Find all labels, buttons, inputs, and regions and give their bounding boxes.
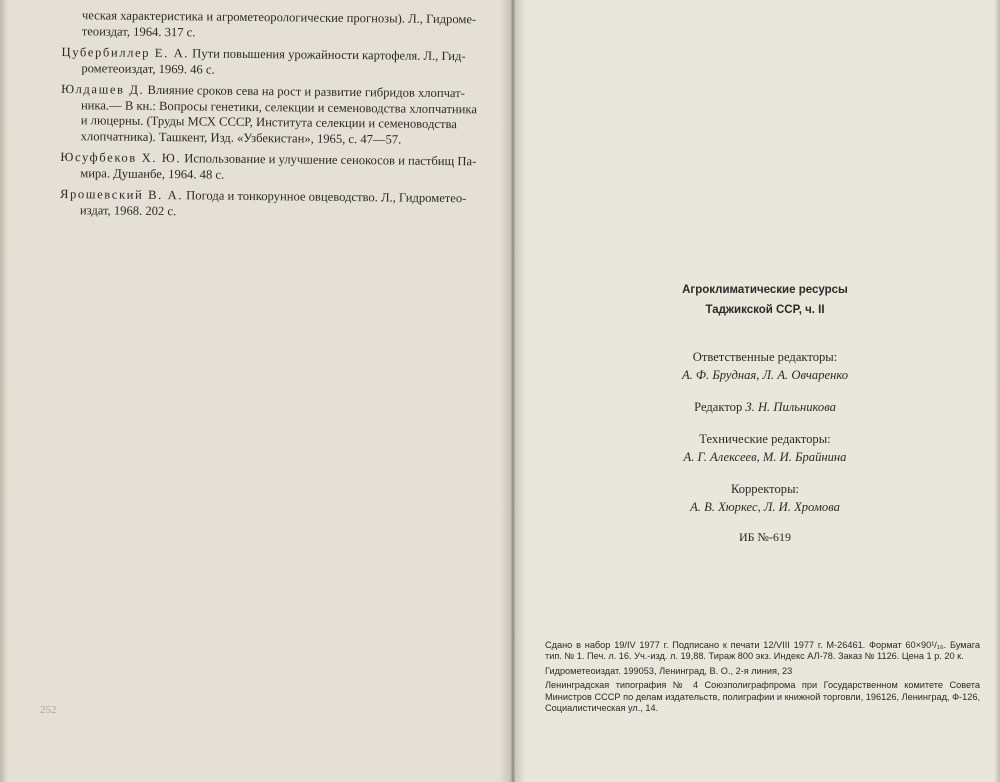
entry-text: Влияние сроков сева на рост и развитие гибридов хлопчат-ника.— В кн.: Вопросы генетики, селекции и семеноводства хлопчатника и люцерны. (Труды МСХ СССР, Института селекции и семеноводства хлопчатника). Ташкент, Изд. «Узбекистан», 1965, с. 47—57. <box>80 82 478 147</box>
colophon-print-details: Сдано в набор 19/IV 1977 г. Подписано к печати 12/VIII 1977 г. М-26461. Формат 60×90¹/₁₆. Бумага тип. № 1. Печ. л. 16. Уч.-изд. л. 19,88. Тираж 800 экз. Индекс АЛ-78. Заказ № 1126. Цена 1 р. 20 к. <box>545 640 980 662</box>
bibliography-list <box>60 8 482 228</box>
colophon <box>545 640 980 717</box>
page-number: 252 <box>40 704 57 716</box>
editor-line <box>530 398 1000 416</box>
book-gutter <box>500 0 526 782</box>
proofreaders-names: А. В. Хюркес, Л. И. Хромова <box>690 500 840 514</box>
bibliography-entry <box>61 82 482 148</box>
colophon-publisher: Гидрометеоиздат. 199053, Ленинград, В. О., 2-я линия, 23 <box>545 665 793 676</box>
responsible-editors-names: А. Ф. Брудная, Л. А. Овчаренко <box>681 368 849 382</box>
entry-text: Использование и улучшение сенокосов и пастбищ Па-мира. Душанбе, 1964. 48 с. <box>80 151 477 182</box>
bibliography-entry <box>60 187 480 222</box>
entry-author: Цубербиллер Е. А. <box>61 44 190 61</box>
bibliography-entry <box>61 45 481 80</box>
responsible-editors-label: Ответственные редакторы: <box>692 350 838 364</box>
left-page-edge <box>0 0 8 782</box>
editor-name: З. Н. Пильникова <box>745 400 836 414</box>
editor-label: Редактор <box>694 400 743 414</box>
tech-editors-names: А. Г. Алексеев, М. И. Брайнина <box>683 450 847 464</box>
imprint-block <box>530 280 1000 545</box>
entry-author: Юсуфбеков Х. Ю. <box>60 149 182 166</box>
colophon-printer: Ленинградская типография № 4 Союзполиграфпрома при Государственном комитете Совета Министров СССР по делам издательств, полиграфии и книжной торговли, 196126, Ленинград, Ф-126, Социалистическая ул., 14. <box>545 680 980 714</box>
entry-text: ческая характеристика и агрометеорологические прогнозы). Л., Гидроме-теоиздат, 1964. 317 с. <box>81 8 477 39</box>
proofreaders-label: Корректоры: <box>730 482 800 496</box>
bibliography-entry <box>62 8 482 43</box>
tech-editors-label: Технические редакторы: <box>699 432 831 446</box>
entry-text: Погода и тонкорунное овцеводство. Л., Гидрометео-издат, 1968. 202 с. <box>79 188 467 218</box>
entry-author: Ярошевский В. А. <box>59 186 184 203</box>
entry-author: Юлдашев Д. <box>61 81 145 97</box>
ib-number: ИБ №-619 <box>738 530 791 544</box>
entry-text: Пути повышения урожайности картофеля. Л., Гид-рометеоиздат, 1969. 46 с. <box>81 46 466 77</box>
book-title-line2: Таджикской ССР, ч. II <box>705 304 825 316</box>
book-title-line1: Агроклиматические ресурсы <box>682 284 848 296</box>
bibliography-entry <box>60 150 480 185</box>
